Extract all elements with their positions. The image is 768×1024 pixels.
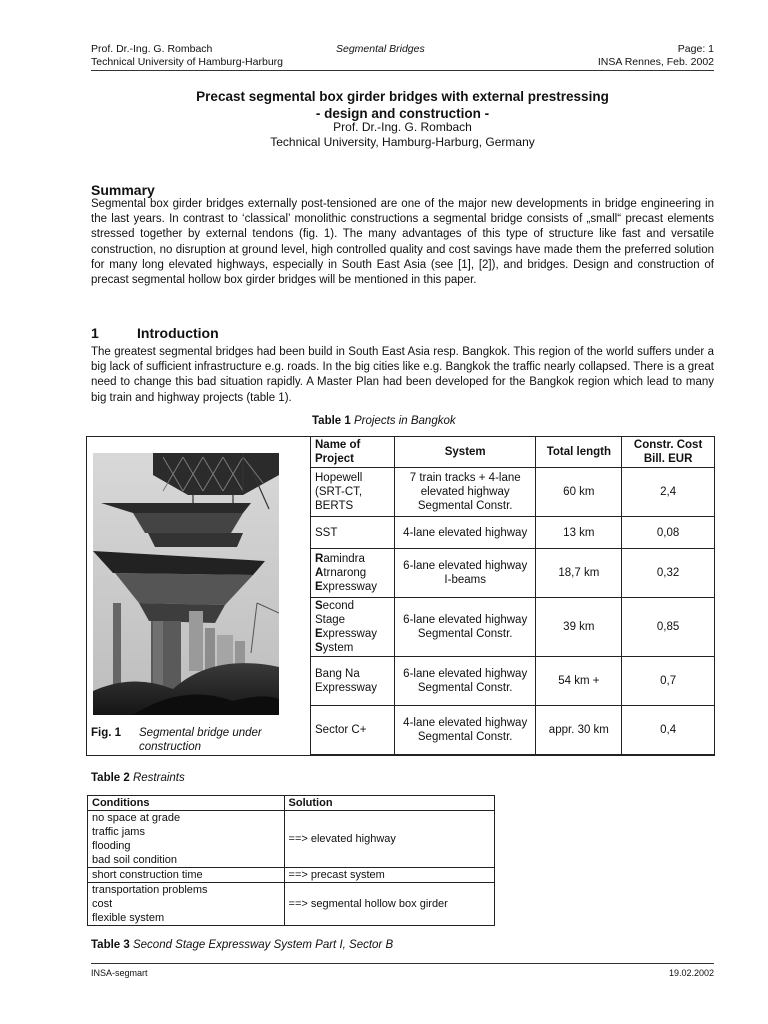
acronym-letter: S — [315, 642, 323, 654]
table-row — [311, 468, 715, 517]
introduction-paragraph: The greatest segmental bridges had been build in South East Asia resp. Bangkok. This region of the world suffers under a big lack of sufficient infrastructure e.g. roads. In the big cities like e.g. Bangkok the traffic nearly collapsed. There is a great need to change this bad situation rapidly. A Master Plan had been developed for the Bangkok region which lead to many big train and highway projects (table 1). — [91, 346, 714, 404]
footer-rule — [91, 963, 714, 964]
header-right — [598, 43, 714, 69]
header-venue-date: INSA Rennes, Feb. 2002 — [597, 56, 714, 68]
paper-title — [91, 88, 714, 122]
acronym-letter: R — [315, 553, 324, 565]
table1-header-system: System — [394, 437, 536, 468]
system-description: 6-lane elevated highway — [403, 614, 528, 626]
conditions-cell — [88, 868, 285, 883]
footer-filename: INSA-segmart — [91, 968, 148, 978]
conditions-cell — [88, 883, 285, 926]
condition-item: cost — [92, 898, 113, 910]
system-description: 4-lane elevated highway — [403, 526, 528, 539]
table1-header-length: Total length — [536, 437, 622, 468]
project-cost: 0,32 — [622, 549, 715, 598]
system-method: Segmental Constr. — [417, 628, 513, 640]
project-system — [394, 706, 536, 755]
project-system — [394, 657, 536, 706]
name-rest: Stage — [315, 614, 346, 626]
table3-caption — [91, 939, 393, 951]
table3-label: Table 3 — [91, 939, 130, 951]
introduction-heading: Introduction — [137, 325, 219, 341]
project-cost: 0,08 — [622, 517, 715, 549]
condition-item: flooding — [92, 840, 131, 852]
project-length: 18,7 km — [536, 549, 622, 598]
project-length: 39 km — [536, 598, 622, 657]
system-description: 4-lane elevated highway — [403, 717, 528, 729]
project-length: 13 km — [536, 517, 622, 549]
project-length: appr. 30 km — [536, 706, 622, 755]
header-left — [91, 43, 283, 69]
table3-title: Second Stage Expressway System Part I, Sector B — [132, 939, 394, 951]
project-name: Hopewell (SRT-CT, BERTS — [311, 468, 395, 517]
project-system — [394, 517, 536, 549]
system-description: 7 train tracks + 4-lane elevated highway — [409, 472, 521, 498]
name-rest: ystem — [322, 642, 354, 654]
project-cost: 2,4 — [622, 468, 715, 517]
table2-title: Restraints — [132, 772, 185, 784]
title-line-2: - design and construction - — [315, 106, 490, 121]
project-length: 54 km + — [536, 657, 622, 706]
table-row — [88, 883, 495, 926]
project-name: Sector C+ — [311, 706, 395, 755]
project-system — [394, 598, 536, 657]
table1-projects — [310, 436, 715, 755]
solution-cell: ==> precast system — [284, 868, 494, 883]
table1-header-cost: Constr. Cost Bill. EUR — [622, 437, 715, 468]
table2-header-solution: Solution — [284, 796, 494, 811]
system-description: 6-lane elevated highway — [403, 668, 528, 680]
figure1-caption-line-1: Segmental bridge under — [139, 727, 262, 739]
system-method: I-beams — [444, 574, 486, 586]
conditions-cell — [88, 811, 285, 868]
project-cost: 0,4 — [622, 706, 715, 755]
project-length: 60 km — [536, 468, 622, 517]
condition-item: flexible system — [92, 912, 165, 924]
name-rest: xpressway — [322, 628, 377, 640]
solution-cell: ==> segmental hollow box girder — [284, 883, 494, 926]
table-row — [311, 706, 715, 755]
project-name: Bang Na Expressway — [311, 657, 395, 706]
header-author: Prof. Dr.-Ing. G. Rombach — [91, 43, 213, 55]
project-cost: 0,85 — [622, 598, 715, 657]
system-method: Segmental Constr. — [417, 500, 513, 512]
header-topic: Segmental Bridges — [336, 43, 425, 55]
system-method: Segmental Constr. — [417, 731, 513, 743]
project-system — [394, 549, 536, 598]
header-rule — [91, 70, 714, 71]
condition-item: bad soil condition — [92, 854, 178, 866]
system-method: Segmental Constr. — [417, 682, 513, 694]
table-row — [311, 598, 715, 657]
acronym-letter: E — [315, 628, 323, 640]
table2-header-row — [88, 796, 495, 811]
acronym-letter: A — [315, 567, 324, 579]
section-number: 1 — [91, 325, 99, 341]
header-page-number: Page: 1 — [677, 43, 714, 55]
figure1-caption-line-2: construction — [139, 741, 202, 753]
project-name — [311, 598, 395, 657]
summary-heading: Summary — [91, 182, 155, 198]
title-line-1: Precast segmental box girder bridges with external prestressing — [196, 89, 609, 104]
name-rest: xpressway — [322, 581, 377, 593]
author-name: Prof. Dr.-Ing. G. Rombach — [333, 120, 472, 134]
table-row — [88, 868, 495, 883]
name-rest: econd — [322, 600, 355, 612]
table2-label: Table 2 — [91, 772, 130, 784]
table1-caption — [312, 415, 456, 427]
project-system — [394, 468, 536, 517]
condition-item: traffic jams — [92, 826, 145, 838]
name-rest: amindra — [323, 553, 365, 565]
table-row — [311, 517, 715, 549]
table1-header-name: Name of Project — [311, 437, 395, 468]
figure1-caption — [91, 726, 262, 754]
table-row — [311, 657, 715, 706]
project-cost: 0,7 — [622, 657, 715, 706]
system-description: 6-lane elevated highway — [403, 560, 528, 572]
table1-header-row — [311, 437, 715, 468]
table2-caption — [91, 772, 185, 784]
table-row — [88, 811, 495, 868]
author-affiliation: Technical University, Hamburg-Harburg, Germany — [270, 135, 535, 149]
table-row — [311, 549, 715, 598]
acronym-letter: E — [315, 581, 323, 593]
footer-date: 19.02.2002 — [668, 968, 714, 978]
project-name: SST — [311, 517, 395, 549]
table1-title: Projects in Bangkok — [353, 415, 456, 427]
figure1-label: Fig. 1 — [91, 727, 122, 739]
condition-item: no space at grade — [92, 812, 181, 824]
project-name — [311, 549, 395, 598]
author-block — [91, 120, 714, 150]
table1-label: Table 1 — [312, 415, 351, 427]
summary-paragraph: Segmental box girder bridges externally post-tensioned are one of the major new developments in bridge engineering in the last years. In contrast to ‘classical’ monolithic constructions a segmental bridge consists of „small“ precast elements stressed together by external tendons (fig. 1). The many advantages of this type of structure like fast and versatile construction, no disruption at ground level, high controlled quality and cost savings have made them the preferred solution for many long elevated highways, especially in South East Asia (see [1], [2]), and bridges. Design and construction of precast segmental hollow box girder bridges will be mentioned in this paper. — [91, 198, 714, 287]
condition-item: short construction time — [92, 869, 203, 881]
table2-restraints — [87, 795, 495, 926]
acronym-letter: S — [315, 600, 323, 612]
bridge-construction-photo — [93, 453, 279, 715]
condition-item: transportation problems — [92, 884, 208, 896]
header-institution: Technical University of Hamburg-Harburg — [91, 56, 283, 68]
name-rest: trnarong — [323, 567, 367, 579]
table2-header-conditions: Conditions — [88, 796, 285, 811]
solution-cell: ==> elevated highway — [284, 811, 494, 868]
